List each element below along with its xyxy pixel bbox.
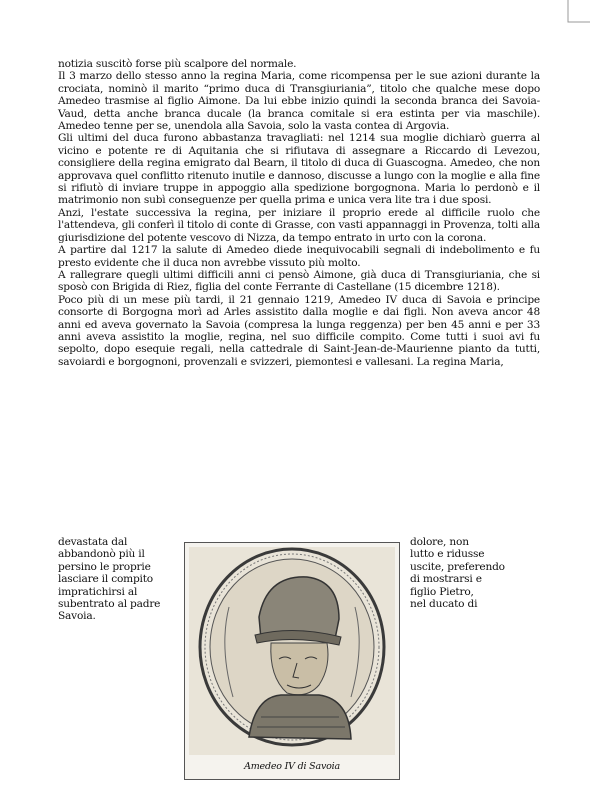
wrap-left-column — [58, 536, 180, 623]
paragraph: Il 3 marzo dello stesso anno la regina Maria, come ricompensa per le sue azioni durante la crociata, nominò il marito “primo duca di Transgiuriania”, titolo che qualche mese dopo Amedeo trasmise al figlio Aimone. Da lui ebbe inizio quindi la seconda branca dei Savoia-Vaud, detta anche branca ducale (la branca comitale si era estinta per via maschile). Amedeo tenne per se, unendola alla Savoia, solo la vasta contea di Argovia. — [58, 70, 540, 133]
wrap-line: Savoia. — [58, 610, 96, 623]
paragraph: A rallegrare quegli ultimi difficili anni ci pensò Aimone, già duca di Transgiuriania, che si sposò con Brigida di Riez, figlia del conte Ferrante di Castellane (15 dicembre 1218). — [58, 268, 540, 294]
wrap-line: nel ducato di — [410, 598, 478, 611]
wrap-line: abbandonò più il — [58, 548, 145, 561]
wrap-line: di mostrarsi e — [410, 573, 482, 586]
portrait-figure — [184, 542, 400, 780]
paragraph: A partire dal 1217 la salute di Amedeo diede inequivocabili segnali di indebolimento e fu presto evidente che il duca non avrebbe vissuto più molto. — [58, 244, 540, 269]
engraved-portrait-armored-man-icon — [189, 547, 395, 755]
paragraph: Poco più di un mese più tardi, il 21 gennaio 1219, Amedeo IV duca di Savoia e principe consorte di Borgogna morì ad Arles assistito dalla moglie e dai figli. Non aveva ancor 48 anni ed aveva governato la Savoia (compresa la lunga reggenza) per ben 45 anni e per 33 anni aveva assistito la moglie, regina, nel suo difficile compito. Come tutti i suoi avi fu sepolto, dopo esequie regali, nella cattedrale di Saint-Jean-de-Maurienne pianto da tutti, savoiardi e borgognoni, provenzali e svizzeri, piemontesi e vallesani. La regina Maria, — [58, 293, 540, 368]
wrap-line: figlio Pietro, — [410, 585, 474, 598]
paragraph: notizia suscitò forse più scalpore del normale. — [58, 58, 297, 70]
wrap-line: lutto e ridusse — [410, 548, 485, 561]
wrap-line: lasciare il compito — [58, 573, 153, 586]
wrap-line: devastata dal — [58, 536, 128, 548]
wrap-line: persino le proprie — [58, 560, 151, 573]
wrap-line: uscite, preferendo — [410, 560, 505, 573]
wrap-line: dolore, non — [410, 536, 469, 548]
wrap-line: subentrato al padre — [58, 598, 161, 611]
wrap-right-column — [410, 536, 540, 610]
paragraph: Gli ultimi del duca furono abbastanza travagliati: nel 1214 sua moglie dichiarò guerra al vicino e potente re di Aquitania che si rifiutava di assegnare a Riccardo di Levezou, consigliere della regina emigrato dal Bearn, il titolo di duca di Guascogna. Amedeo, che non approvava quel conflitto ritenuto inutile e dannoso, discusse a lungo con la moglie e alla fine si rifiutò di inviare truppe in appoggio alla spedizione borgognona. Maria lo perdonò e il matrimonio non subì conseguenze per quella prima e unica vera lite tra i due sposi. — [58, 132, 540, 207]
page-corner-mark — [560, 0, 590, 30]
paragraph: Anzi, l'estate successiva la regina, per iniziare il proprio erede al difficile ruolo che l'attendeva, gli conferì il titolo di conte di Grasse, con vasti appannaggi in Provenza, tolti alla giurisdizione del potente vescovo di Nizza, da tempo entrato in urto con la corona. — [58, 206, 540, 244]
figure-caption: Amedeo IV di Savoia — [244, 761, 340, 772]
body-text — [58, 58, 540, 368]
wrap-line: impratichirsi al — [58, 585, 138, 598]
